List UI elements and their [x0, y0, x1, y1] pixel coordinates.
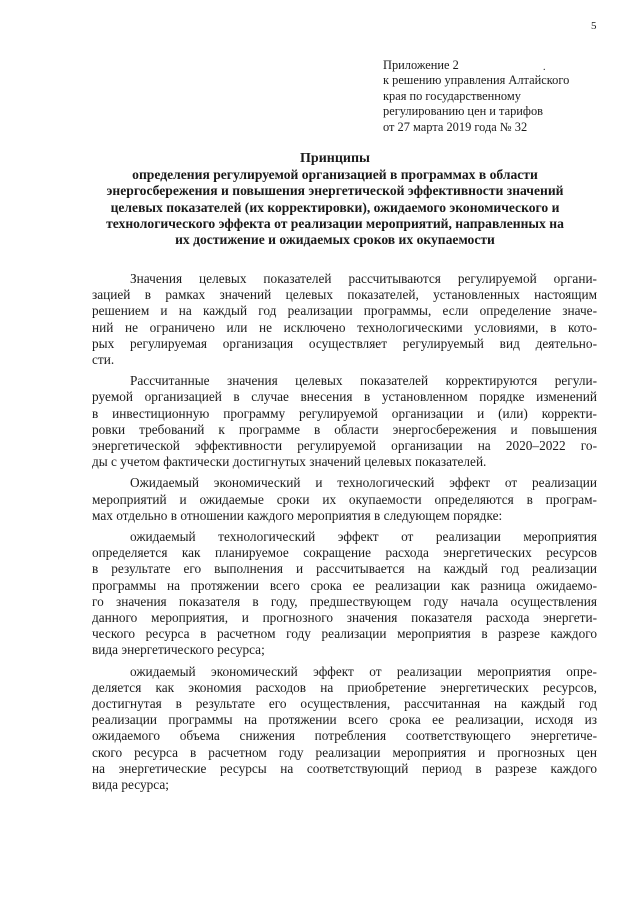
text-line: мероприятий и ожидаемые сроки их окупаемости определяются в програм-: [92, 491, 597, 507]
text-line: го значения показателя в году, предшествующем году начала осуществления: [92, 593, 597, 609]
appendix-block: [383, 58, 623, 135]
paragraph: [92, 475, 597, 524]
text-line: ского ресурса в расчетном году реализации мероприятия и прогнозных цен: [92, 744, 597, 760]
appendix-line: края по государственному: [383, 88, 521, 103]
text-line: руемой организацией в случае внесения в установленном порядке изменений: [92, 389, 597, 405]
text-line: сти.: [92, 352, 115, 368]
appendix-line: регулированию цен и тарифов: [383, 104, 543, 119]
text-line: реализации программы на протяжении всего срока ее реализации, исходя из: [92, 712, 597, 728]
appendix-line: к решению управления Алтайского: [383, 73, 570, 88]
text-line: ды с учетом фактически достигнутых значений целевых показателей.: [92, 454, 487, 470]
text-line: на энергетические ресурсы на соответствующий период в разрезе каждого: [92, 760, 597, 776]
paragraph: [92, 664, 597, 794]
text-line: вида энергетического ресурса;: [92, 642, 265, 658]
text-line: данного мероприятия, и прогнозного значения показателя расхода энергети-: [92, 610, 597, 626]
page-number: 5: [591, 20, 597, 32]
paragraph: [92, 271, 597, 368]
title-line: их достижение и ожидаемых сроков их окупаемости: [175, 232, 495, 248]
text-line: вида ресурса;: [92, 777, 169, 793]
appendix-line: от 27 марта 2019 года № 32: [383, 119, 528, 134]
appendix-line: Приложение 2: [383, 58, 459, 72]
text-line: рых регулируемая организация осуществляет регулируемый вид деятельно-: [92, 335, 597, 351]
text-line: ожидаемого объема снижения потребления соответствующего энергетиче-: [92, 728, 597, 744]
text-line: зацией в рамках значений целевых показателей, установленных настоящим: [92, 287, 597, 303]
text-line: ровки требований к программе в области энергосбережения и повышения: [92, 421, 597, 437]
text-line: Рассчитанные значения целевых показателей корректируются регули-: [130, 373, 597, 389]
title-heading: Принципы: [300, 151, 370, 166]
text-line: энергетической эффективности регулируемой организации на 2020–2022 го-: [92, 438, 597, 454]
text-line: Ожидаемый экономический и технологический эффект от реализации: [130, 475, 597, 491]
text-line: решением и на каждый год реализации программы, если определение значе-: [92, 303, 597, 319]
title-line: определения регулируемой организацией в программах в области: [132, 167, 538, 183]
text-line: мах отдельно в отношении каждого мероприятия в следующем порядке:: [92, 507, 503, 523]
text-line: в инвестиционную программу регулируемой организации и (или) корректи-: [92, 405, 597, 421]
title-line: целевых показателей (их корректировки), ожидаемого экономического и: [110, 199, 560, 215]
text-line: определяется как планируемое сокращение расхода энергетических ресурсов: [92, 545, 597, 561]
text-line: деляется как экономия расходов на приобретение энергетических ресурсов,: [92, 679, 597, 695]
scan-mark: .: [543, 62, 546, 73]
text-line: ожидаемый технологический эффект от реализации мероприятия: [130, 529, 597, 545]
text-line: ческого ресурса в расчетном году реализации мероприятия в разрезе каждого: [92, 626, 597, 642]
title-line: энергосбережения и повышения энергетической эффективности значений: [106, 183, 564, 199]
text-line: ожидаемый экономический эффект от реализации мероприятия опре-: [130, 663, 597, 679]
text-line: достигнутая в результате его осуществления, рассчитанная на каждый год: [92, 696, 597, 712]
title-line: технологического эффекта от реализации мероприятий, направленных на: [106, 215, 564, 231]
text-line: Значения целевых показателей рассчитываются регулируемой органи-: [130, 271, 597, 286]
text-line: ний не ограничено или не исключено технологическими условиями, в кото-: [92, 319, 597, 335]
paragraph: [92, 529, 597, 659]
document-body: [92, 271, 597, 793]
paragraph: [92, 373, 597, 470]
text-line: программы на протяжении всего срока ее реализации как разница ожидаемо-: [92, 577, 597, 593]
text-line: в результате его выполнения и рассчитывается на каждый год реализации: [92, 561, 597, 577]
document-title: [80, 151, 590, 248]
